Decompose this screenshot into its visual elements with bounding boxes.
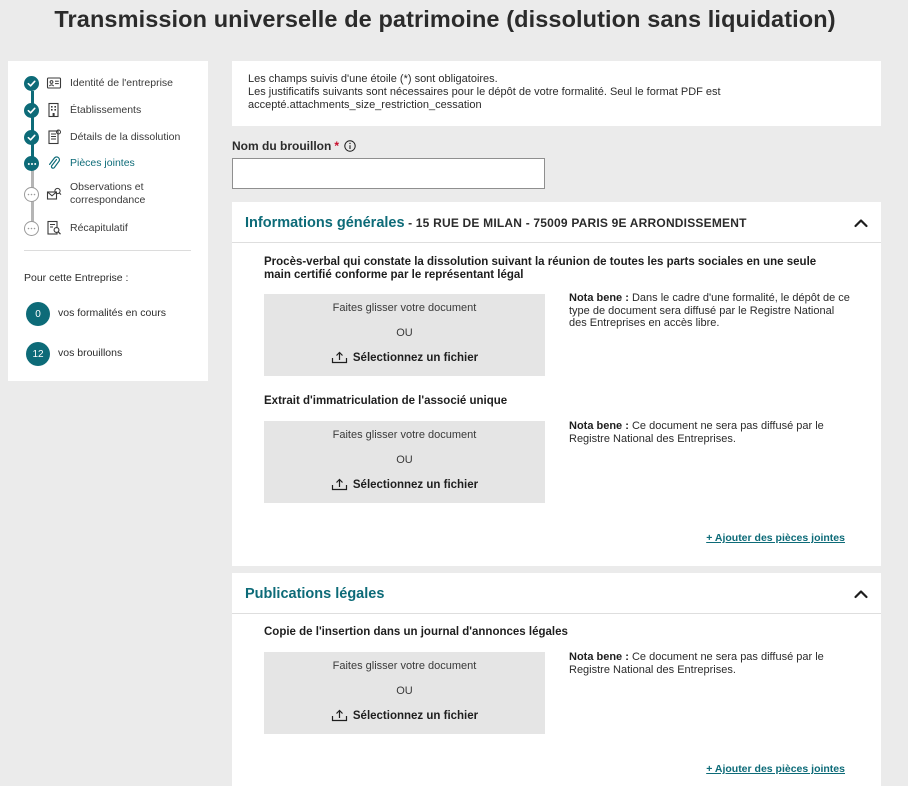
- nota-bene: [569, 420, 854, 445]
- company-heading: Pour cette Entreprise :: [24, 272, 129, 284]
- step-observations[interactable]: [24, 181, 204, 211]
- step-recapitulatif[interactable]: [24, 219, 204, 239]
- step-label: Pièces jointes: [70, 157, 135, 169]
- section-header[interactable]: [232, 202, 881, 243]
- id-card-icon: [46, 75, 62, 91]
- notice-line: Les justificatifs suivants sont nécessaires pour le dépôt de votre formalité. Seul le format PDF est accepté.attachments_size_restriction_cessation: [248, 86, 721, 111]
- sidebar: [8, 61, 208, 381]
- nota-label: Nota bene :: [569, 420, 629, 432]
- section-title-text: Informations générales: [245, 215, 405, 231]
- pending-icon: [24, 221, 39, 236]
- count-badge: 12: [26, 342, 50, 366]
- select-file-label: Sélectionnez un fichier: [352, 709, 479, 722]
- step-label: Récapitulatif: [70, 222, 128, 234]
- select-file-label: Sélectionnez un fichier: [352, 478, 479, 491]
- drag-text: Faites glisser votre document: [332, 429, 477, 441]
- add-attachments-link[interactable]: + Ajouter des pièces jointes: [706, 763, 845, 775]
- file-dropzone[interactable]: [264, 294, 545, 376]
- required-star: *: [334, 139, 339, 153]
- nota-text: Ce document ne sera pas diffusé par le Registre National des Entreprises.: [569, 651, 824, 676]
- counter-label: vos brouillons: [58, 347, 123, 359]
- check-icon: [24, 76, 39, 91]
- check-icon: [24, 103, 39, 118]
- in-progress-icon: [24, 156, 39, 171]
- upload-icon: [331, 478, 348, 491]
- step-identite[interactable]: [24, 74, 204, 94]
- nota-label: Nota bene :: [569, 292, 629, 304]
- document-details-icon: [46, 129, 62, 145]
- draft-name-label: [232, 139, 356, 153]
- draft-name-input[interactable]: [232, 158, 545, 189]
- step-label: Observations et correspondance: [70, 181, 146, 206]
- document-title: Extrait d'immatriculation de l'associé unique: [264, 395, 508, 407]
- or-text: OU: [396, 454, 413, 466]
- section-publications-legales: [232, 573, 881, 786]
- notice-line: Les champs suivis d'une étoile (*) sont obligatoires.: [248, 73, 498, 85]
- section-header[interactable]: [232, 573, 881, 614]
- nota-text: Ce document ne sera pas diffusé par le Registre National des Entreprises.: [569, 420, 824, 445]
- nota-label: Nota bene :: [569, 651, 629, 663]
- pending-icon: [24, 187, 39, 202]
- chevron-up-icon[interactable]: [853, 216, 869, 230]
- or-text: OU: [396, 327, 413, 339]
- section-informations-generales: [232, 202, 881, 566]
- step-label: Identité de l'entreprise: [70, 77, 173, 89]
- check-icon: [24, 130, 39, 145]
- step-label: Détails de la dissolution: [70, 131, 181, 143]
- step-pieces-jointes[interactable]: [24, 154, 204, 174]
- counter-label: vos formalités en cours: [58, 307, 166, 319]
- section-title: [245, 215, 747, 231]
- add-attachments-link[interactable]: + Ajouter des pièces jointes: [706, 532, 845, 544]
- page-title: Transmission universelle de patrimoine (dissolution sans liquidation): [54, 6, 836, 32]
- count-badge: 0: [26, 302, 50, 326]
- select-file-label: Sélectionnez un fichier: [352, 351, 479, 364]
- step-details-dissolution[interactable]: [24, 128, 204, 148]
- select-file-button[interactable]: [264, 709, 545, 722]
- upload-icon: [331, 351, 348, 364]
- nota-bene: [569, 292, 854, 330]
- select-file-button[interactable]: [264, 351, 545, 364]
- info-icon[interactable]: [344, 140, 356, 152]
- or-text: OU: [396, 685, 413, 697]
- chevron-up-icon[interactable]: [853, 587, 869, 601]
- upload-icon: [331, 709, 348, 722]
- nota-text: Dans le cadre d'une formalité, le dépôt de ce type de document sera diffusé par le Registre National des Entreprises en accès libre.: [569, 292, 850, 329]
- file-dropzone[interactable]: [264, 652, 545, 734]
- step-label: Établissements: [70, 104, 142, 116]
- paperclip-icon: [46, 155, 62, 171]
- select-file-button[interactable]: [264, 478, 545, 491]
- section-title: Publications légales: [245, 586, 385, 602]
- building-icon: [46, 102, 62, 118]
- step-etablissements[interactable]: [24, 101, 204, 121]
- file-dropzone[interactable]: [264, 421, 545, 503]
- mail-observation-icon: [46, 186, 62, 202]
- section-address: - 15 RUE DE MILAN - 75009 PARIS 9E ARRONDISSEMENT: [404, 216, 747, 230]
- required-fields-notice: [232, 61, 881, 126]
- summary-search-icon: [46, 220, 62, 236]
- draft-name-label-text: Nom du brouillon: [232, 139, 332, 153]
- sidebar-divider: [24, 250, 191, 251]
- drag-text: Faites glisser votre document: [332, 660, 477, 672]
- document-title: Procès-verbal qui constate la dissolution suivant la réunion de toutes les parts sociales en une seule main certifié conforme par le représentant légal: [264, 256, 817, 281]
- drag-text: Faites glisser votre document: [332, 302, 477, 314]
- nota-bene: [569, 651, 854, 676]
- document-title: Copie de l'insertion dans un journal d'annonces légales: [264, 626, 568, 638]
